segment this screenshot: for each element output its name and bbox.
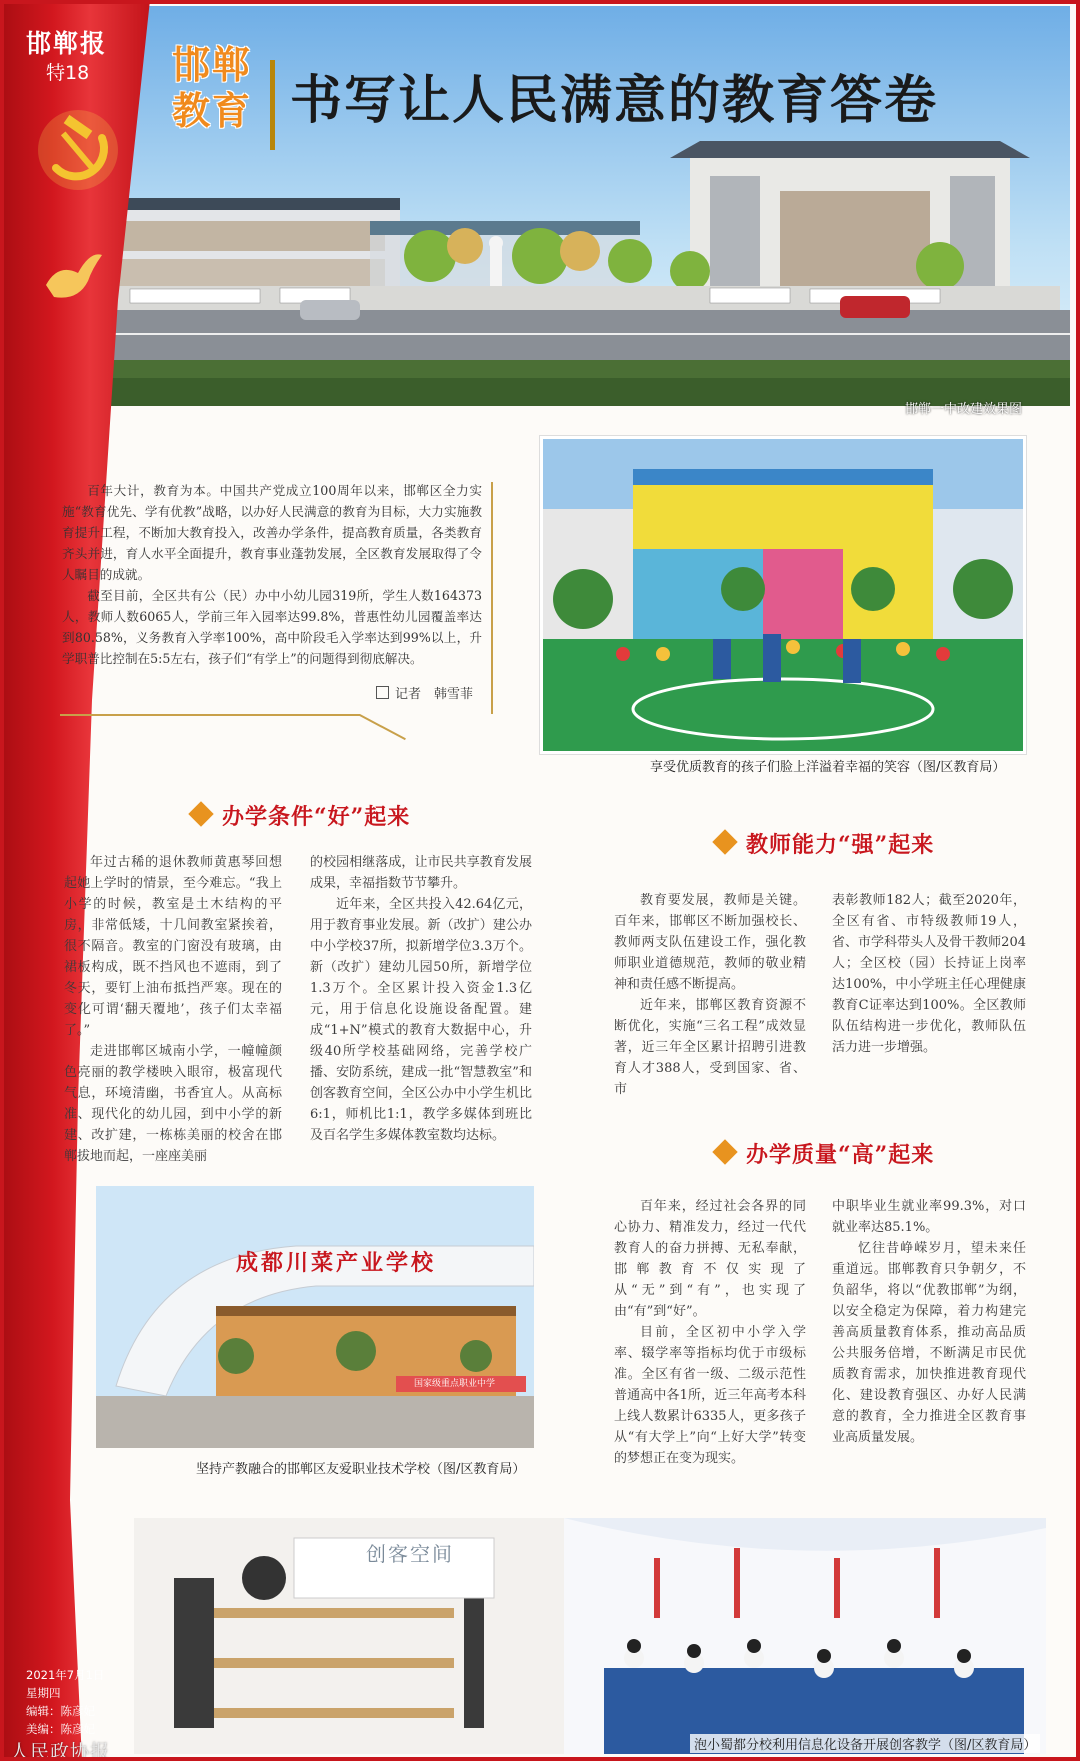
maker-space-sign: 创客空间 (366, 1542, 454, 1566)
intro-frame-right (491, 482, 493, 714)
pub-weekday: 星期四 (26, 1686, 61, 1700)
editor: 编辑：陈彦妃 (26, 1704, 95, 1718)
section3-paragraph: 目前，全区初中小学入学率、辍学率等指标均优于市级标准。全区有省一级、二级示范性普通高中各1所，近三年高考本科上线人数累计6335人，更多孩子从“有大学上”向“上好大学”转变的梦想正在变为现实。 (614, 1325, 806, 1466)
designer: 美编：陈彦妃 (26, 1722, 95, 1736)
column-logo-line2: 教育 (172, 88, 253, 133)
watermark: 人民政协报 (10, 1741, 111, 1761)
intro-text (62, 480, 482, 669)
section3-paragraph: 中职毕业生就业率99.3%，对口就业率达85.1%。 (832, 1199, 1026, 1235)
section1-column2 (310, 852, 532, 1146)
byline-box-icon (376, 686, 389, 699)
section2-column2 (832, 890, 1026, 1058)
intro-paragraph: 百年大计，教育为本。中国共产党成立100周年以来，邯郸区全力实施“教育优先、学有优教”战略，以办好人民满意的教育为目标，大力实施教育提升工程，不断加大教育投入，改善办学条件，提高教育质量，各类教育齐头并进，育人水平全面提升，教育事业蓬勃发展，全区教育发展取得了令人瞩目的成就。 (62, 483, 482, 582)
column-logo (172, 42, 252, 134)
hero-caption: 邯郸一中改建效果图 (905, 402, 1023, 417)
section2-paragraph: 教育要发展，教师是关键。百年来，邯郸区不断加强校长、教师两支队伍建设工作，强化教师职业道德规范，教师的敬业精神和责任感不断提高。 (614, 893, 806, 992)
headline: 书写让人民满意的教育答卷 (290, 70, 939, 131)
section3-paragraph: 百年来，经过社会各界的同心协力、精准发力，经过一代代教育人的奋力拼搏、无私奉献，邯郸教育不仅实现了从“无”到“有”，也实现了由“有”到“好”。 (614, 1199, 806, 1319)
section-title-text: 教师能力“强”起来 (746, 832, 935, 858)
section1-paragraph: 年过古稀的退休教师黄惠琴回想起她上学时的情景，至今难忘。“我上小学的时候，教室是土木结构的平房，非常低矮，十几间教室紧挨着，很不隔音。教室的门窗没有玻璃，由裙板构成，既不挡风也不遮雨，到了冬天，要钉上油布抵挡严寒。现在的变化可谓‘翻天覆地’，孩子们太幸福了。” (64, 855, 282, 1038)
school-sign: 成都川菜产业学校 (236, 1250, 437, 1276)
issue-number: 特18 (46, 62, 90, 84)
hammer-sickle-icon (36, 108, 120, 192)
section-title-text: 办学质量“高”起来 (746, 1142, 935, 1168)
section1-paragraph: 的校园相继落成，让市民共享教育发展成果，幸福指数节节攀升。 (310, 855, 532, 891)
dove-icon (38, 245, 108, 315)
section1-paragraph: 近年来，全区共投入42.64亿元，用于教育事业发展。新（改扩）建公办中小学校37所，拟新增学位3.3万个。新（改扩）建幼儿园50所，新增学位1.3万个。全区累计投入资金1.3亿元，用于信息化设施设备配置。建成“1+N”模式的教育大数据中心，升级40所学校基础网络，完善学校广播、安防系统，建成一批“智慧教室”和创客教育空间，全区公办中小学生机比6:1，师机比1:1，教学多媒体到班比及百名学生多媒体教室数均达标。 (310, 897, 532, 1143)
column-divider (270, 60, 275, 150)
section3-column2 (832, 1196, 1026, 1448)
footer-info (26, 1666, 104, 1738)
kids-photo (540, 436, 1026, 754)
section-title-conditions (192, 800, 410, 831)
school-photo-caption: 坚持产教融合的邯郸区友爱职业技术学校（图/区教育局） (196, 1462, 526, 1477)
column-logo-line1: 邯郸 (172, 42, 253, 87)
school-gate-plate: 国家级重点职业中学 (414, 1379, 496, 1389)
masthead-name: 邯郸报 (26, 29, 108, 58)
intro-frame-diagonal (359, 714, 406, 740)
section2-column1 (614, 890, 806, 1100)
section2-paragraph: 表彰教师182人；截至2020年，全区有省、市特级教师19人，省、市学科带头人及骨干教师204人；全区校（园）长持证上岗率达100%，中小学班主任心理健康教育C证率达到100%。全区教师队伍结构进一步优化，教师队伍活力进一步增强。 (832, 893, 1026, 1055)
classroom-photo (134, 1518, 1046, 1754)
section1-column1 (64, 852, 282, 1167)
section1-paragraph: 走进邯郸区城南小学，一幢幢颜色亮丽的教学楼映入眼帘，极富现代气息，环境清幽，书香宜人。从高标准、现代化的幼儿园，到中小学的新建、改扩建，一栋栋美丽的校舍在邯郸拔地而起，一座座美丽 (64, 1044, 282, 1164)
section3-column1 (614, 1196, 806, 1469)
kids-photo-caption: 享受优质教育的孩子们脸上洋溢着幸福的笑容（图/区教育局） (650, 760, 1006, 775)
school-photo (96, 1186, 534, 1448)
intro-frame-bottom (60, 714, 360, 716)
reporter-byline (376, 683, 473, 702)
diamond-icon (712, 829, 737, 854)
classroom-photo-caption: 泡小蜀都分校利用信息化设备开展创客教学（图/区教育局） (690, 1734, 1040, 1753)
reporter-name: 记者 韩雪菲 (395, 687, 474, 702)
pub-date: 2021年7月1日 (26, 1668, 105, 1682)
section-title-teachers (716, 828, 934, 859)
section-title-text: 办学条件“好”起来 (222, 804, 411, 830)
diamond-icon (188, 801, 213, 826)
diamond-icon (712, 1139, 737, 1164)
intro-paragraph: 截至目前，全区共有公（民）办中小幼儿园319所，学生人数164373人，教师人数6065人，学前三年入园率达99.8%，普惠性幼儿园覆盖率达到80.58%，义务教育入学率100%，高中阶段毛入学率达到99%以上，升学职普比控制在5:5左右，孩子们“有学上”的问题得到彻底解决。 (62, 588, 482, 666)
section3-paragraph: 忆往昔峥嵘岁月，望未来任重道远。邯郸教育只争朝夕，不负韶华，将以“优教邯郸”为纲，以安全稳定为保障，着力构建完善高质量教育体系，推动高品质公共服务倍增，不断满足市民优质教育需求，加快推进教育现代化、建设教育强区、办好人民满意的教育，全力推进全区教育事业高质量发展。 (832, 1241, 1026, 1445)
section2-paragraph: 近年来，邯郸区教育资源不断优化，实施“三名工程”成效显著，近三年全区累计招聘引进教育人才388人，受到国家、省、市 (614, 998, 806, 1097)
section-title-quality (716, 1138, 934, 1169)
